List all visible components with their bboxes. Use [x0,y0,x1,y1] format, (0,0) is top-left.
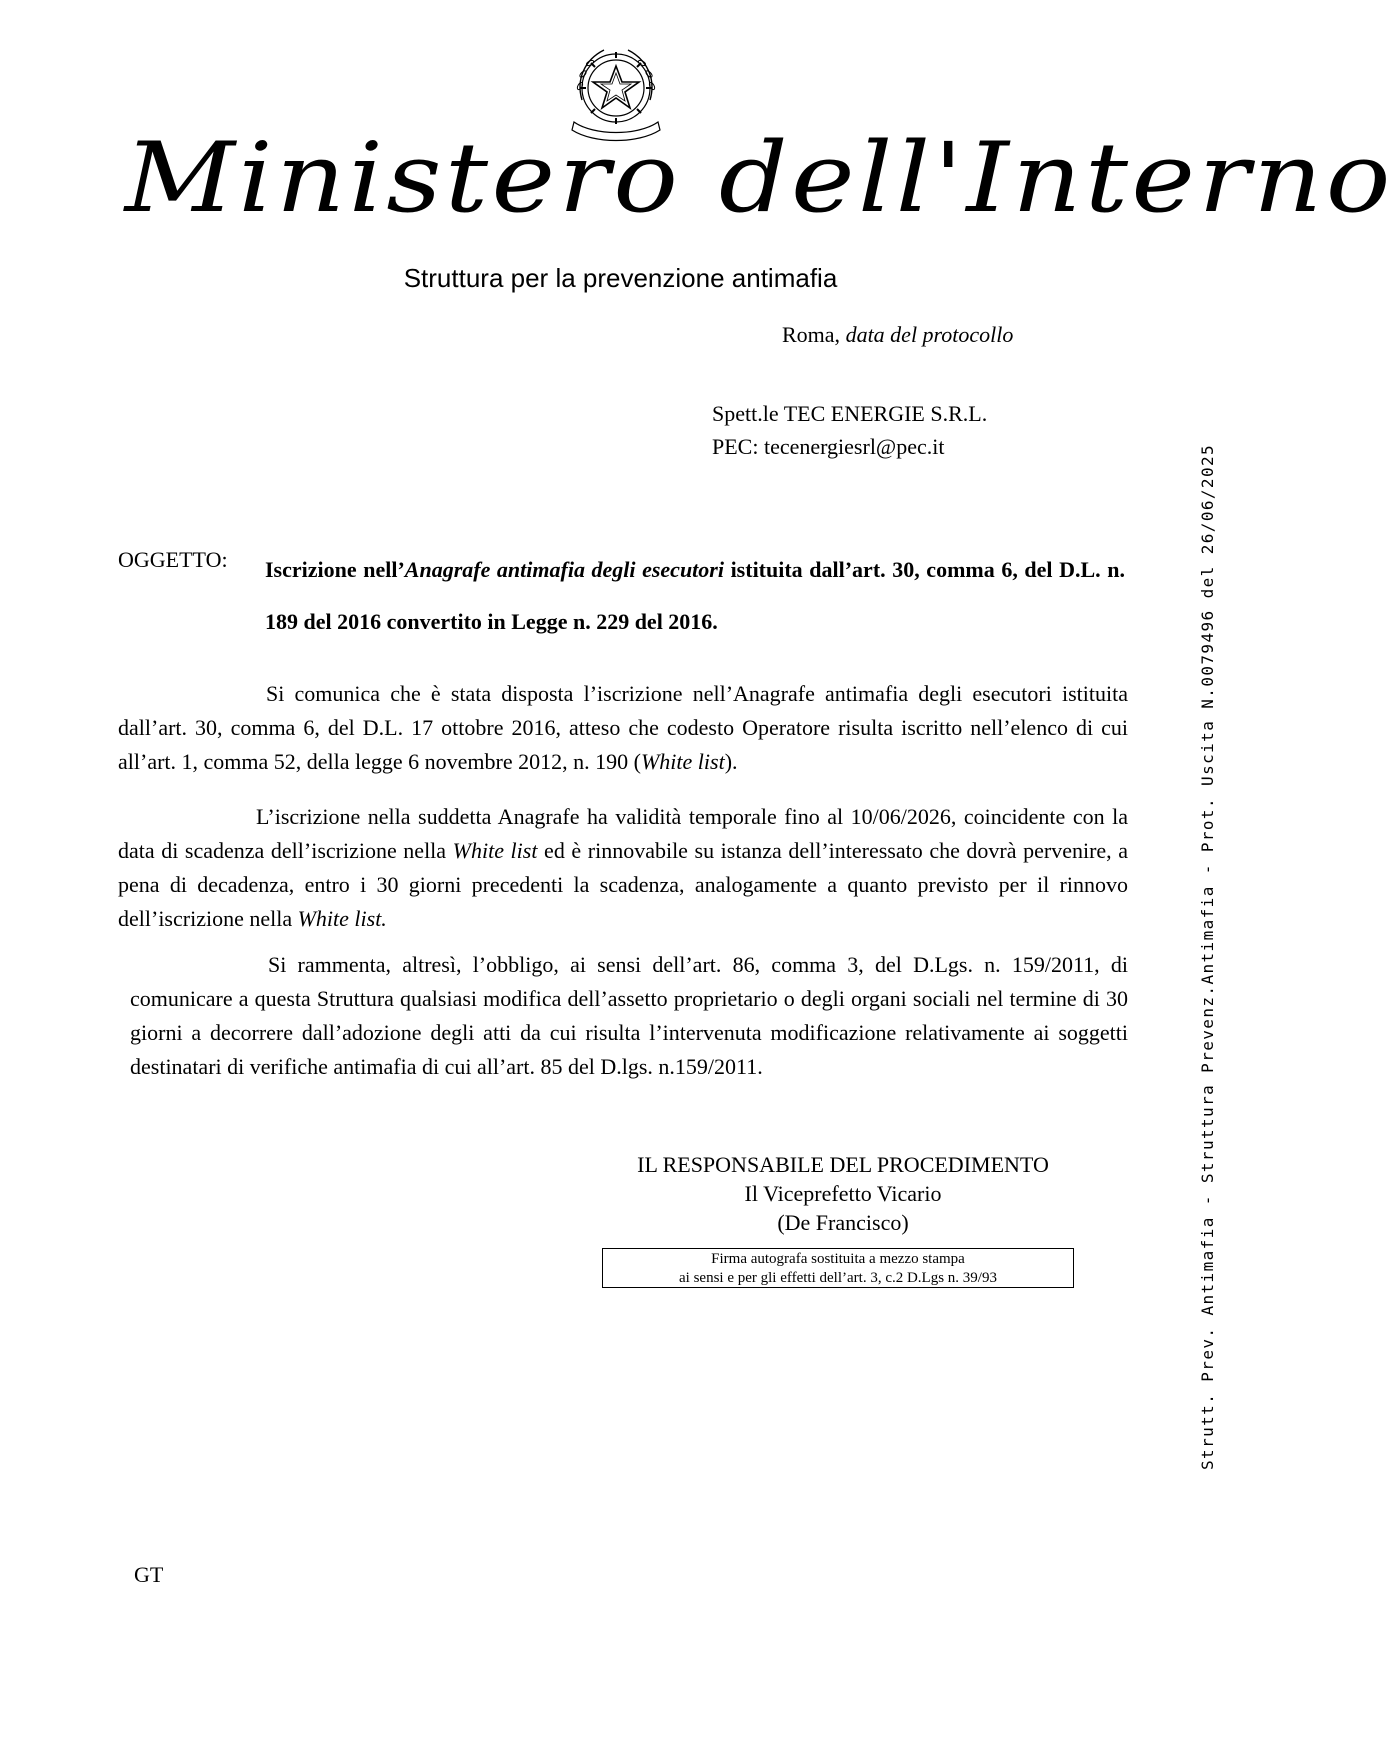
signature-block [600,1150,1086,1237]
addressee-block [712,397,987,463]
addressee-name: Spett.le TEC ENERGIE S.R.L. [712,401,988,426]
para1-italic: White list [640,749,725,774]
body-paragraph-2 [118,800,1128,936]
author-initials: GT [134,1562,164,1587]
para2-italic-1: White list [452,838,538,863]
signature-name: (De Francisco) [777,1210,909,1235]
signature-title: Il Viceprefetto Vicario [744,1181,942,1206]
subject-label: OGGETTO: [118,547,228,572]
subject-part1: Iscrizione nell’ [265,557,405,582]
structure-name: Struttura per la prevenzione antimafia [403,263,838,293]
place-date [782,321,1013,349]
signature-role: IL RESPONSABILE DEL PROCEDIMENTO [637,1152,1049,1177]
autograph-substitution-box [602,1248,1074,1288]
para2-mid: ed è rinnovabile su istanza dell’interessato che dovrà pervenire, a pena di decadenza, entro i 30 giorni precedenti la scadenza, analogamente a quanto previsto per il rinnovo dell’iscrizione nella [118,838,1129,931]
subject-part3: istituita dall’art. 30, comma 6, del D.L. n. 189 del 2016 convertito in Legge n. 229 del 2016. [265,557,1125,634]
para2-text: L’iscrizione nella suddetta Anagrafe ha validità temporale fino al 10/06/2026, coincidente con la data di scadenza dell’iscrizione nella [118,804,1128,863]
body-paragraph-1 [118,677,1128,779]
addressee-pec: PEC: tecenergiesrl@pec.it [712,434,945,459]
subject-text [265,544,1125,648]
date: data del protocollo [845,322,1014,347]
ministry-title: Ministero dell'Interno [124,122,1394,234]
place: Roma, [782,322,841,347]
stamp-line-2: ai sensi e per gli effetti dell’art. 3, c.2 D.Lgs n. 39/93 [679,1270,997,1286]
para1-text: Si comunica che è stata disposta l’iscrizione nell’Anagrafe antimafia degli esecutori istituita dall’art. 30, comma 6, del D.L. 17 ottobre 2016, atteso che codesto Operatore risulta iscritto nell’elenco di cui all’art. 1, comma 52, della legge 6 novembre 2012, n. 190 ( [118,681,1128,774]
protocol-stamp: Strutt. Prev. Antimafia - Struttura Prevenz.Antimafia - Prot. Uscita N.0079496 del 26/06/2025 [1198,443,1217,1470]
stamp-line-1: Firma autografa sostituita a mezzo stampa [711,1251,965,1267]
body-paragraph-3: Si rammenta, altresì, l’obbligo, ai sensi dell’art. 86, comma 3, del D.Lgs. n. 159/2011, di comunicare a questa Struttura qualsiasi modifica dell’assetto proprietario o degli organi sociali nel termine di 30 giorni a decorrere dall’adozione degli atti da cui risulta l’intervenuta modificazione relativamente ai soggetti destinatari di verifiche antimafia di cui all’art. 85 del D.lgs. n.159/2011. [130,952,1128,1079]
para1-end: ). [724,749,738,774]
para2-italic-2: White list. [297,906,387,931]
subject-part2: Anagrafe antimafia degli esecutori [404,557,724,582]
